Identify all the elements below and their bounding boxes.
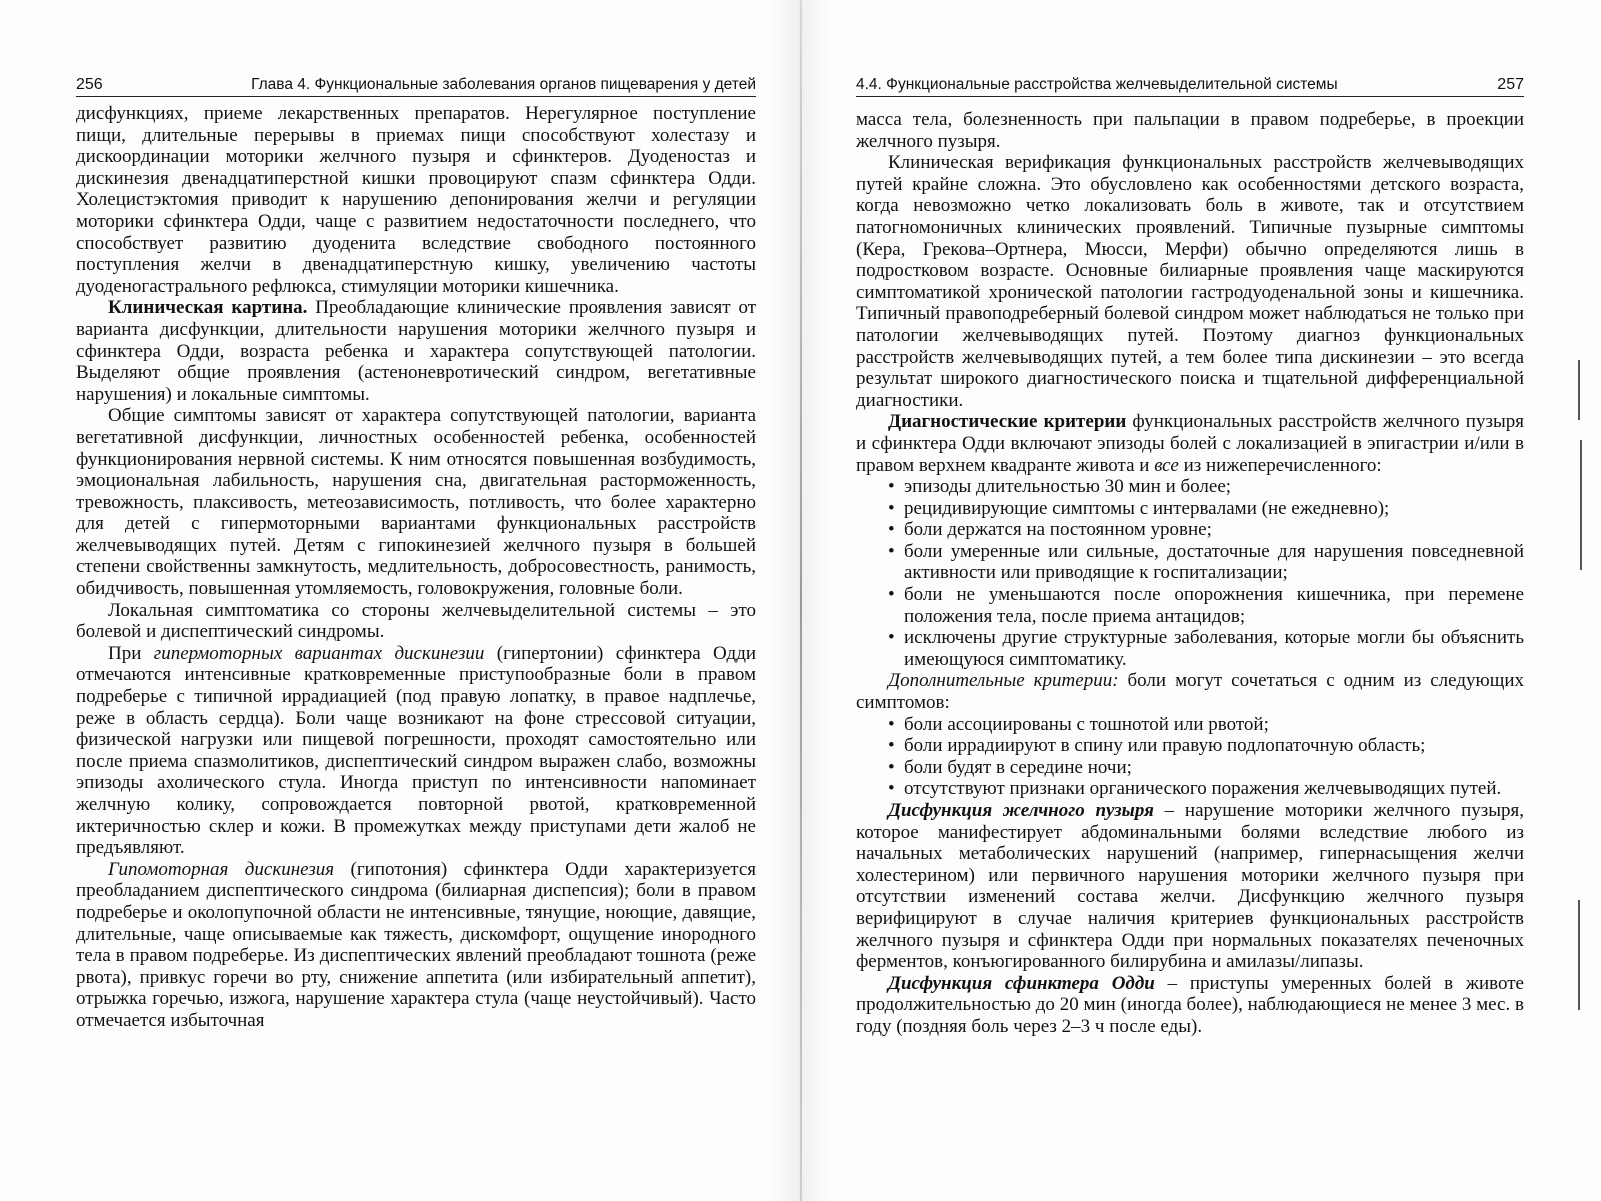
list-item: • исключены другие структурные заболевания, которые могли бы объяснить имеющуюся симптоматику.: [888, 627, 1524, 670]
left-paragraph-6: [76, 859, 756, 1032]
left-page: [76, 76, 756, 1032]
left-page-number: 256: [76, 76, 103, 93]
diagnostic-criteria-heading: Диагностические критерии: [888, 411, 1127, 433]
hypomotor-dyskinesia-term: Гипомоторная дискинезия: [108, 858, 335, 880]
right-paragraph-5: [856, 800, 1524, 973]
list-item: • отсутствуют признаки органического поражения желчевыводящих путей.: [888, 778, 1524, 800]
right-paragraph-6: [856, 973, 1524, 1038]
list-item: • боли иррадиируют в спину или правую подлопаточную область;: [888, 735, 1524, 757]
additional-criteria-heading: Дополнительные критерии:: [888, 670, 1119, 692]
scan-artifact: [1578, 900, 1580, 1010]
scan-artifact: [1578, 360, 1580, 420]
clinical-picture-heading: Клиническая картина.: [108, 297, 308, 319]
list-item: • боли умеренные или сильные, достаточные для нарушения повседневной активности или приводящие к госпитализации;: [888, 541, 1524, 584]
list-item: • боли держатся на постоянном уровне;: [888, 519, 1524, 541]
book-gutter: [800, 0, 802, 1201]
left-paragraph-5-text: сфинктера Одди отмечаются интенсивные кратковременные приступообразные боли в правом подреберье с типичной иррадиацией (под правую лопатку, в правое надплечье, реже в область сердца). Боли чаще возникают на фоне стрессовой ситуации, физической нагрузки или пищевой погрешности, проходят самостоятельно или после приема спазмолитиков, диспептический синдром выражен слабо, возможны эпизоды ахолического стула. Иногда приступ по интенсивности напоминает желчную колику, сопровождается повторной рвотой, кратковременной иктеричностью склер и кожи. В промежутках между приступами дети жалоб не предъявляют.: [76, 642, 757, 859]
right-paragraph-4: [856, 670, 1524, 713]
left-paragraph-5-mid: (гипертонии): [496, 642, 604, 664]
all-emphasis: все: [1154, 454, 1179, 476]
right-paragraph-3-tail: из нижеперечисленного:: [1183, 454, 1382, 476]
hypermotor-variants-term: гипермоторных вариантах дискинезии: [153, 642, 485, 664]
right-paragraph-1: масса тела, болезненность при пальпации в правом подреберье, в проекции желчного пузыря.: [856, 109, 1524, 152]
left-paragraph-2-text: Преобладающие клинические проявления зависят от варианта дисфункции, длительности нарушения моторики желчного пузыря и сфинктера Одди, возраста ребенка и характера сопутствующей патологии. Выделяют общие проявления (астеноневротический синдром, вегетативные нарушения) и локальные симптомы.: [76, 297, 757, 405]
left-body-text: [76, 103, 756, 1032]
list-item: • эпизоды длительностью 30 мин и более;: [888, 476, 1524, 498]
left-running-title: Глава 4. Функциональные заболевания органов пищеварения у детей: [251, 76, 756, 93]
right-running-head: [856, 76, 1524, 97]
left-paragraph-4: Локальная симптоматика со стороны желчевыделительной системы – это болевой и диспептический синдромы.: [76, 599, 756, 643]
left-paragraph-3: Общие симптомы зависят от характера сопутствующей патологии, варианта вегетативной дисфункции, личностных особенностей ребенка, особенностей функционирования нервной системы. К ним относятся повышенная возбудимость, эмоциональная лабильность, нарушения сна, двигательная расторможенность, тревожность, плаксивость, метеозависимость, потливость, что более характерно для детей с гипермоторными вариантами функциональных расстройств желчевыводящих путей. Детям с гипокинезией желчного пузыря в большей степени свойственны замкнутость, медлительность, добросовестность, ранимость, обидчивость, повышенная утомляемость, головокружения, головные боли.: [76, 405, 756, 600]
right-paragraph-2: Клиническая верификация функциональных расстройств желчевыводящих путей крайне сложна. Это обусловлено как особенностями детского возраста, когда невозможно четко локализовать боль в животе, так и отсутствием патогномоничных клинических проявлений. Типичные пузырные симптомы (Кера, Грекова–Ортнера, Мюсси, Мерфи) обычно определяются лишь в подростковом возрасте. Основные билиарные проявления чаще маскируются симптоматикой хронической патологии гастродуоденальной зоны и кишечника. Типичный правоподреберный болевой синдром может наблюдаться не только при патологии желчевыводящих путей. Поэтому диагноз функциональных расстройств желчевыводящих путей, а тем более типа дискинезии – это всегда результат широкого диагностического поиска и тщательной дифференциальной диагностики.: [856, 152, 1524, 411]
left-running-head: [76, 76, 756, 97]
right-paragraph-6-text: – приступы умеренных болей в животе продолжительностью до 20 мин (иногда более), наблюдающиеся не менее 3 мес. в году (поздняя боль через 2–3 ч после еды).: [856, 972, 1524, 1037]
right-paragraph-3: [856, 411, 1524, 476]
right-paragraph-4-text: боли могут сочетаться с одним из следующих симптомов:: [856, 670, 1524, 714]
left-paragraph-2: [76, 297, 756, 405]
right-page-number: 257: [1497, 76, 1524, 93]
oddi-sphincter-dysfunction-term: Дисфункция сфинктера Одди: [888, 972, 1155, 994]
left-paragraph-1: дисфункциях, приеме лекарственных препаратов. Нерегулярное поступление пищи, длительные перерывы в приемах пищи способствуют холестазу и дискоординации моторики желчного пузыря и сфинктеров. Дуоденостаз и дискинезия двенадцатиперстной кишки провоцируют спазм сфинктера Одди. Холецистэктомия приводит к нарушению депонирования желчи и регуляции моторики сфинктера Одди, чаще с развитием недостаточности последнего, что способствует развитию дуоденита вследствие свободного постоянного поступления желчи в двенадцатиперстную кишку, увеличению частоты дуоденогастрального рефлюкса, стимуляции моторики кишечника.: [76, 103, 756, 297]
left-paragraph-5-pre: При: [108, 642, 142, 664]
right-running-title: 4.4. Функциональные расстройства желчевыделительной системы: [856, 76, 1338, 93]
left-paragraph-6-mid: (гипотония): [350, 858, 448, 880]
right-paragraph-5-text: – нарушение моторики желчного пузыря, которое манифестирует абдоминальными болями вследствие любого из начальных метаболических нарушений (например, гипернасыщения желчи холестерином) или первичного нарушения моторики желчного пузыря при отсутствии изменений состава желчи. Дисфункцию желчного пузыря верифицируют в случае наличия критериев функциональных расстройств желчного пузыря и сфинктера Одди при нормальных показателях печеночных ферментов, конъюгированного билирубина и амилазы/липазы.: [856, 800, 1524, 973]
left-paragraph-6-text: сфинктера Одди характеризуется преобладанием диспептического синдрома (билиарная диспепсия); боли в правом подреберье и околопупочной области не интенсивные, тянущие, ноющие, давящие, длительные, чаще описываемые как тяжесть, дискомфорт, ощущение инородного тела в правом подреберье. Из диспептических явлений преобладают тошнота (реже рвота), привкус горечи во рту, снижение аппетита (или избирательный аппетит), отрыжка горечью, изжога, нарушение характера стула (чаще неустойчивый). Часто отмечается избыточная: [76, 858, 756, 1031]
list-item: • рецидивирующие симптомы с интервалами (не ежедневно);: [888, 498, 1524, 520]
right-paragraph-3-text: функциональных расстройств желчного пузыря и сфинктера Одди включают эпизоды болей с локализацией в эпигастрии и/или в правом верхнем квадранте живота и: [856, 411, 1524, 476]
gallbladder-dysfunction-term: Дисфункция желчного пузыря: [888, 800, 1154, 821]
criteria-list: [856, 476, 1524, 670]
list-item: • боли ассоциированы с тошнотой или рвотой;: [888, 714, 1524, 736]
additional-criteria-list: [856, 714, 1524, 800]
scan-artifact: [1580, 440, 1582, 570]
left-paragraph-5: [76, 643, 756, 859]
right-page: [856, 76, 1524, 1038]
list-item: • боли не уменьшаются после опорожнения кишечника, при перемене положения тела, после приема антацидов;: [888, 584, 1524, 627]
list-item: • боли будят в середине ночи;: [888, 757, 1524, 779]
right-body-text: [856, 109, 1524, 1038]
